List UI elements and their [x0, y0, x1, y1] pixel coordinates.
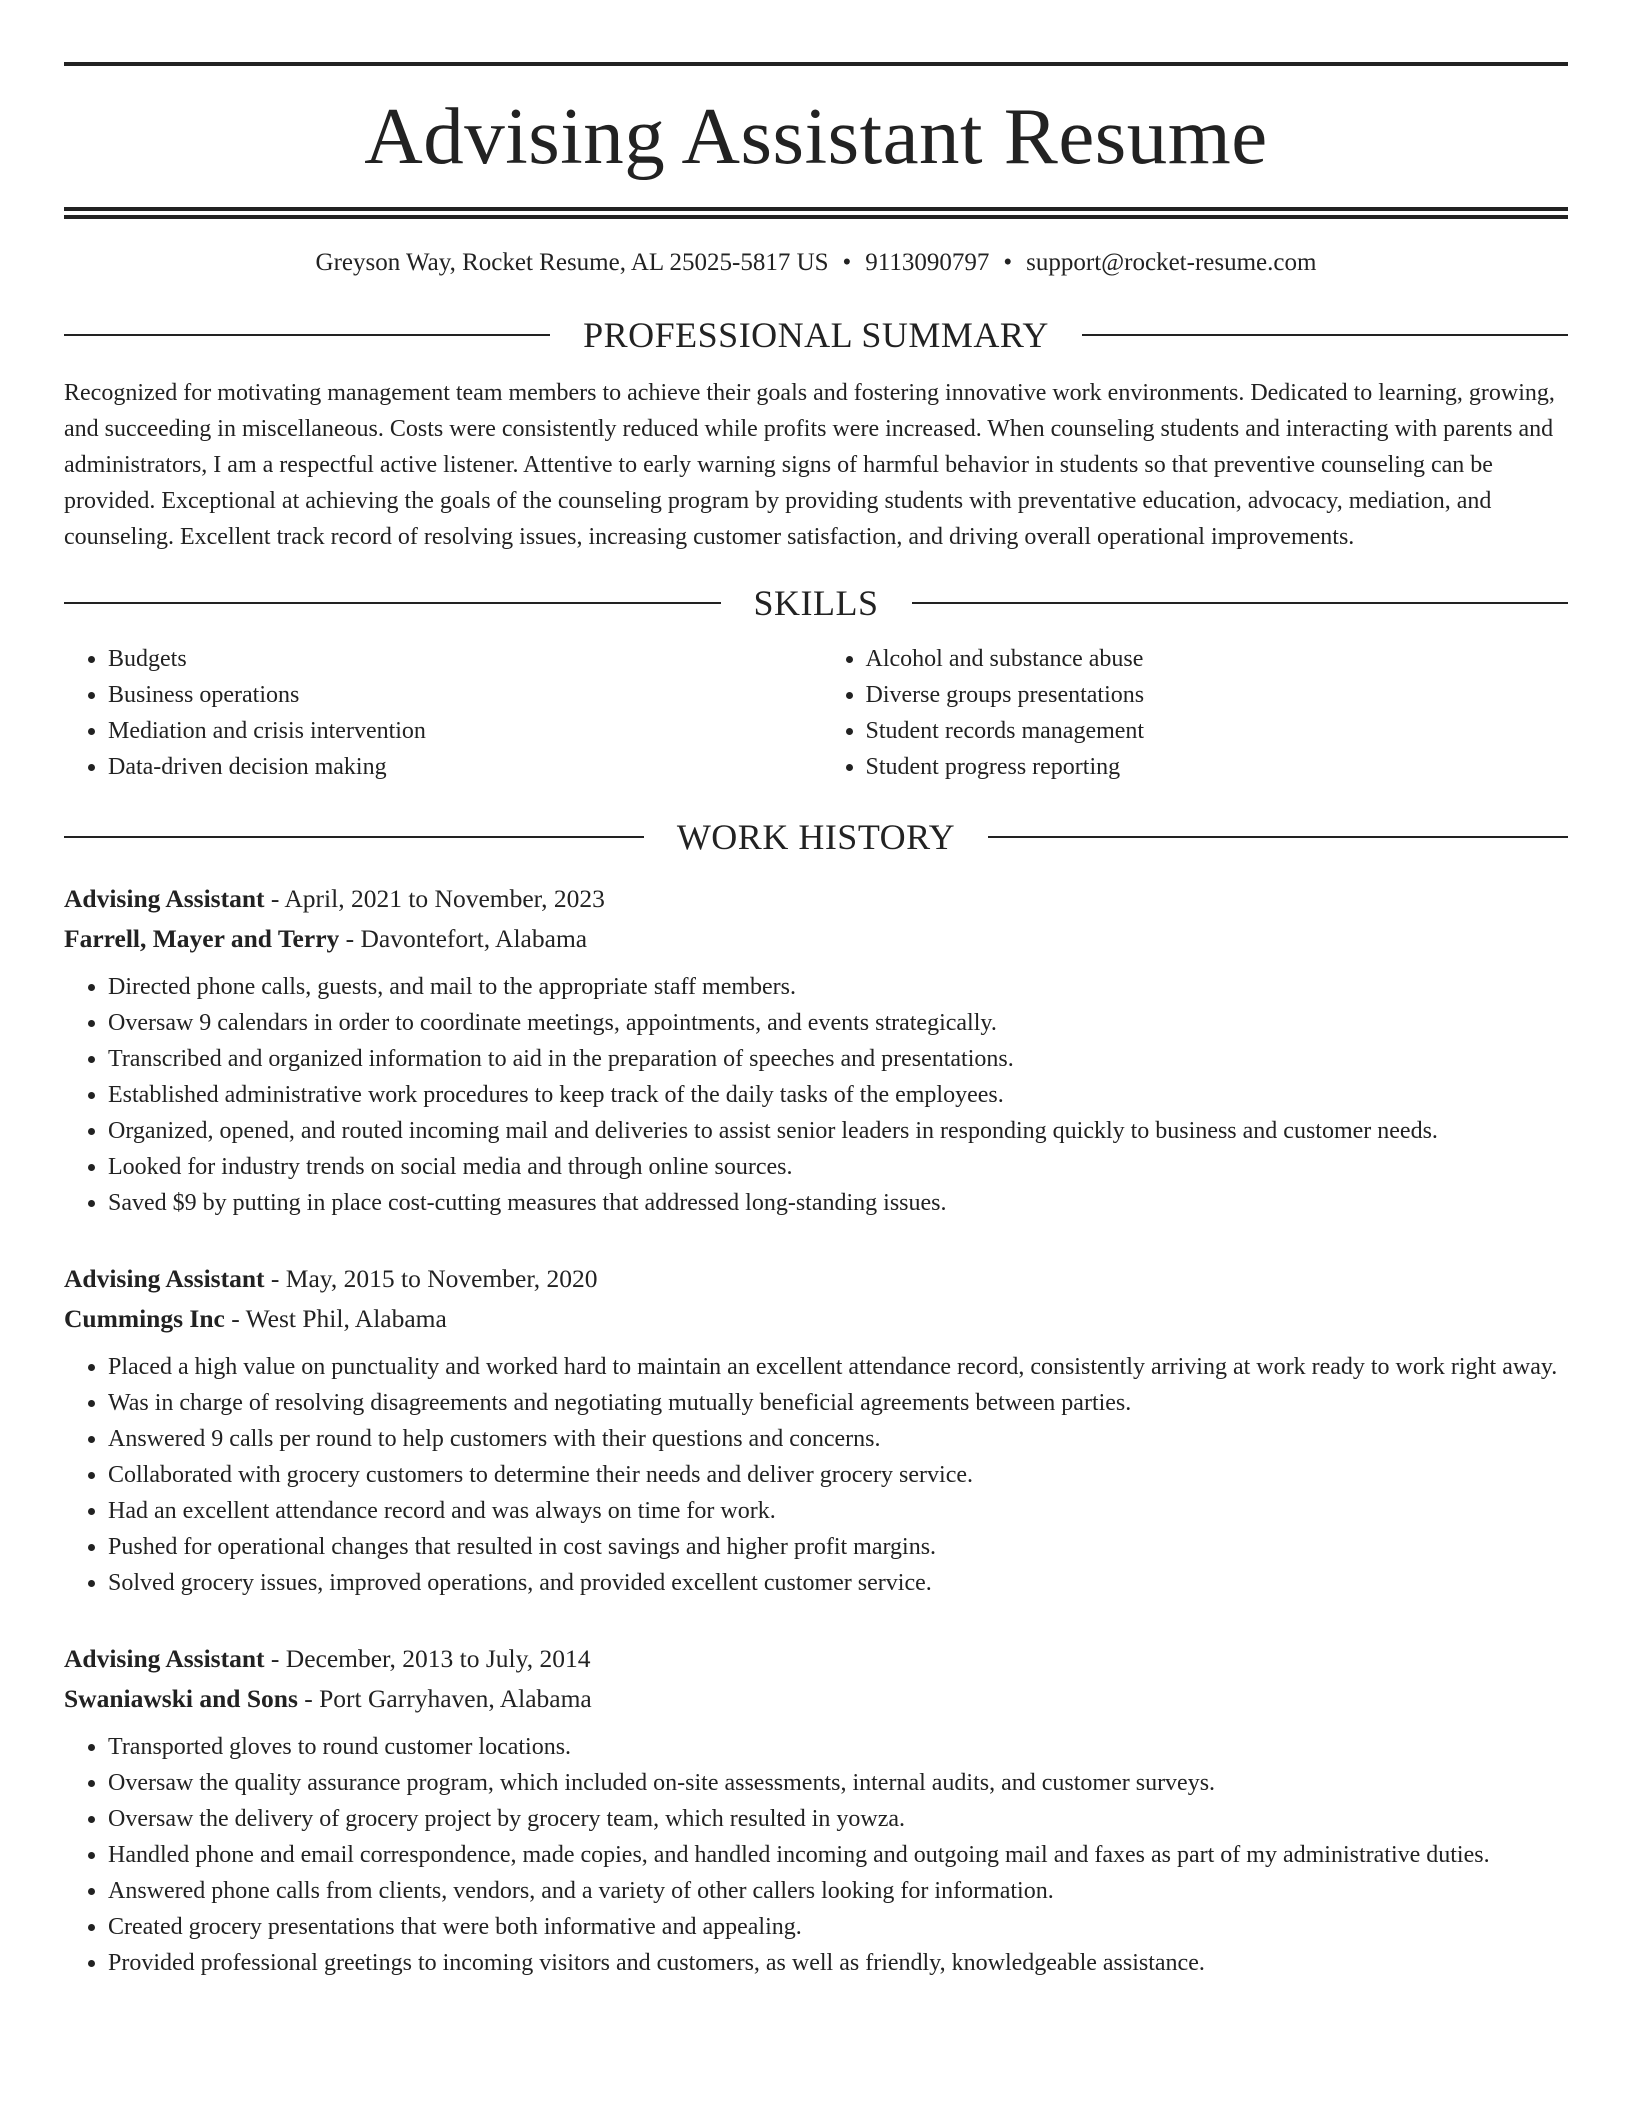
job-company: Farrell, Mayer and Terry: [64, 924, 340, 953]
page-title: Advising Assistant Resume: [364, 91, 1268, 181]
job-bullet: • Had an excellent attendance record and was always on time for work.: [108, 1493, 1568, 1529]
job-bullet: • Established administrative work procedures to keep track of the daily tasks of the employees.: [108, 1077, 1568, 1113]
contact-line: [64, 249, 1568, 277]
job-bullet: • Created grocery presentations that were both informative and appealing.: [108, 1909, 1568, 1945]
job-bullet: • Transported gloves to round customer locations.: [108, 1729, 1568, 1765]
title-double-rule: [64, 207, 1568, 219]
work-heading-row: [64, 819, 1568, 855]
job-title: Advising Assistant: [64, 1644, 265, 1673]
address-text: Greyson Way, Rocket Resume, AL 25025-5817 US: [315, 249, 829, 276]
separator-dot: •: [1003, 249, 1013, 276]
heading-rule: [1082, 334, 1568, 336]
job-dates: - December, 2013 to July, 2014: [264, 1644, 591, 1673]
heading-rule: [912, 602, 1569, 604]
job-bullet: • Directed phone calls, guests, and mail to the appropriate staff members.: [108, 969, 1568, 1005]
job-entry: [64, 879, 1568, 1221]
job-company-line: [64, 919, 1568, 959]
skill-item: • Data-driven decision making: [108, 749, 811, 785]
job-title-line: [64, 1639, 1568, 1679]
heading-rule: [64, 836, 644, 838]
job-bullet: • Answered 9 calls per round to help customers with their questions and concerns.: [108, 1421, 1568, 1457]
job-bullet: • Organized, opened, and routed incoming mail and deliveries to assist senior leaders in responding quickly to business and customer needs.: [108, 1113, 1568, 1149]
job-location: - Port Garryhaven, Alabama: [297, 1684, 592, 1713]
job-bullet: • Oversaw 9 calendars in order to coordinate meetings, appointments, and events strategically.: [108, 1005, 1568, 1041]
skill-item: • Business operations: [108, 677, 811, 713]
job-title-line: [64, 1259, 1568, 1299]
job-bullet: • Solved grocery issues, improved operations, and provided excellent customer service.: [108, 1565, 1568, 1601]
phone-text: 9113090797: [865, 249, 990, 276]
summary-text: Recognized for motivating management team members to achieve their goals and fostering innovative work environments. Dedicated to learning, growing, and succeeding in miscellaneous. Costs were consistently reduced while profits were increased. When counseling students and interacting with parents and administrators, I am a respectful active listener. Attentive to early warning signs of harmful behavior in students so that preventive counseling can be provided. Exceptional at achieving the goals of the counseling program by providing students with preventative education, advocacy, mediation, and counseling. Excellent track record of resolving issues, increasing customer satisfaction, and driving overall operational improvements.: [64, 380, 1555, 550]
job-bullets: [64, 1349, 1568, 1601]
job-title: Advising Assistant: [64, 884, 265, 913]
heading-rule: [64, 334, 550, 336]
job-title: Advising Assistant: [64, 1264, 265, 1293]
top-rule: [64, 62, 1568, 66]
job-bullet: • Oversaw the quality assurance program, which included on-site assessments, internal audits, and customer surveys.: [108, 1765, 1568, 1801]
job-bullet: • Saved $9 by putting in place cost-cutting measures that addressed long-standing issues.: [108, 1185, 1568, 1221]
skill-item: • Diverse groups presentations: [866, 677, 1569, 713]
heading-rule: [988, 836, 1568, 838]
job-bullet: • Pushed for operational changes that resulted in cost savings and higher profit margins.: [108, 1529, 1568, 1565]
summary-heading: PROFESSIONAL SUMMARY: [583, 315, 1049, 355]
heading-rule: [64, 602, 721, 604]
job-bullet: • Was in charge of resolving disagreements and negotiating mutually beneficial agreements between parties.: [108, 1385, 1568, 1421]
job-company: Swaniawski and Sons: [64, 1684, 298, 1713]
job-company-line: [64, 1299, 1568, 1339]
job-company-line: [64, 1679, 1568, 1719]
job-entry: [64, 1639, 1568, 1981]
job-location: - West Phil, Alabama: [224, 1304, 447, 1333]
skills-list: [64, 641, 1568, 785]
job-dates: - May, 2015 to November, 2020: [264, 1264, 598, 1293]
job-bullets: [64, 969, 1568, 1221]
job-bullets: [64, 1729, 1568, 1981]
job-bullet: • Collaborated with grocery customers to determine their needs and deliver grocery service.: [108, 1457, 1568, 1493]
job-bullet: • Placed a high value on punctuality and worked hard to maintain an excellent attendance record, consistently arriving at work ready to work right away.: [108, 1349, 1568, 1385]
skill-item: • Mediation and crisis intervention: [108, 713, 811, 749]
summary-heading-row: [64, 317, 1568, 353]
job-entry: [64, 1259, 1568, 1601]
skills-column-right: [811, 641, 1569, 785]
job-company: Cummings Inc: [64, 1304, 225, 1333]
job-bullet: • Transcribed and organized information to aid in the preparation of speeches and presentations.: [108, 1041, 1568, 1077]
skills-heading-row: [64, 585, 1568, 621]
job-location: - Davontefort, Alabama: [339, 924, 588, 953]
work-heading: WORK HISTORY: [676, 817, 956, 857]
job-bullet: • Answered phone calls from clients, vendors, and a variety of other callers looking for information.: [108, 1873, 1568, 1909]
job-bullet: • Looked for industry trends on social media and through online sources.: [108, 1149, 1568, 1185]
job-bullet: • Provided professional greetings to incoming visitors and customers, as well as friendly, knowledgeable assistance.: [108, 1945, 1568, 1981]
job-bullet: • Handled phone and email correspondence, made copies, and handled incoming and outgoing mail and faxes as part of my administrative duties.: [108, 1837, 1568, 1873]
skill-item: • Alcohol and substance abuse: [866, 641, 1569, 677]
skill-item: • Student progress reporting: [866, 749, 1569, 785]
skills-column-left: [64, 641, 811, 785]
job-dates: - April, 2021 to November, 2023: [264, 884, 605, 913]
skill-item: • Budgets: [108, 641, 811, 677]
job-bullet: • Oversaw the delivery of grocery project by grocery team, which resulted in yowza.: [108, 1801, 1568, 1837]
skill-item: • Student records management: [866, 713, 1569, 749]
email-link[interactable]: support@rocket-resume.com: [1026, 249, 1317, 276]
separator-dot: •: [842, 249, 852, 276]
skills-heading: SKILLS: [753, 583, 879, 623]
job-title-line: [64, 879, 1568, 919]
